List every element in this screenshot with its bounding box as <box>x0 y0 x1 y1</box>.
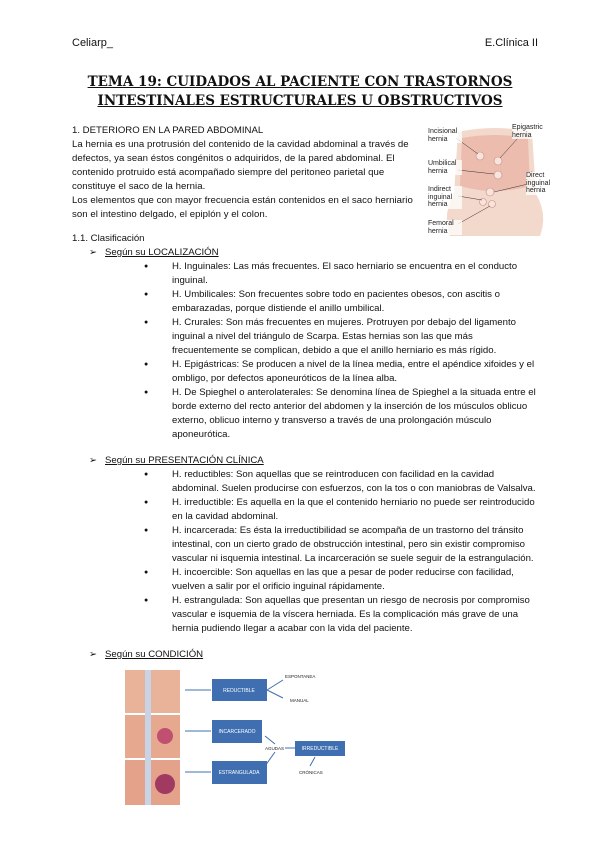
hernia-illustrations <box>125 670 180 805</box>
figure-label: Incisional hernia <box>428 128 462 143</box>
category-label: Según su CONDICIÓN <box>105 649 204 660</box>
diagram-label: AGUDAS <box>265 746 285 751</box>
section-heading: 1. DETERIORO EN LA PARED ABDOMINAL <box>72 125 264 136</box>
header-right: E.Clínica II <box>484 37 538 49</box>
hernia-condition-diagram <box>125 670 355 805</box>
list-item: ● H. De Spieghel o anterolaterales: Se denomina línea de Spieghel a la situada entre el borde externo del recto anterior del abdomen y la inserción de los músculos oblicuo externo, oblicuo interno y transverso a través de una prolongación músculo aponeurótica. <box>144 386 537 442</box>
diagram-box-label: REDUCTIBLE <box>223 688 255 694</box>
list-item: ● H. incoercible: Son aquellas en las que a pesar de poder reducirse con facilidad, vuelven a salir por el orificio inguinal rápidamente. <box>144 566 537 594</box>
list-item: ● H. irreductible: Es aquella en la que el contenido herniario no puede ser reintroducido en la cavidad abdominal. <box>144 496 537 524</box>
figure-label: Epigastric hernia <box>512 124 546 139</box>
category-condicion <box>89 648 537 662</box>
hernia-anatomy-figure <box>428 124 568 236</box>
list-item: ● H. incarcerada: Es ésta la irreductibilidad se acompaña de un trastorno del tránsito intestinal, con un cierto grado de obstrucción intestinal, pero sin existir compromiso vascular ni isquemia intestinal. La incarceración se suele seguir de la estrangulación. <box>144 524 537 566</box>
diagram-box-label: ESTRANGULADA <box>218 770 260 776</box>
page-title <box>60 73 540 111</box>
list-presentacion <box>144 468 537 636</box>
diagram-box-label: INCARCERADO <box>218 729 256 735</box>
category-label: Según su LOCALIZACIÓN <box>105 247 219 258</box>
category-label: Según su PRESENTACIÓN CLÍNICA <box>105 455 264 466</box>
figure-label: Direct inguinal hernia <box>526 172 566 195</box>
list-item: ● H. Umbilicales: Son frecuentes sobre todo en pacientes obesos, con ascitis o embarazadas, porque distiende el anillo umbilical. <box>144 288 537 316</box>
diagram-label: CRÓNICAS <box>299 770 323 775</box>
arrow-icon: ➢ <box>89 649 98 660</box>
header-left: Celiarp_ <box>72 37 113 49</box>
category-presentacion <box>89 454 537 468</box>
list-item: ● H. estrangulada: Son aquellas que presentan un riesgo de necrosis por compromiso vascular e isquemia de la víscera herniada. Es la complicación más grave de una hernia pudiendo llegar a acabar con la vida del paciente. <box>144 594 537 636</box>
diagram-label: ESPONTANEA <box>285 674 316 679</box>
title-line: TEMA 19: CUIDADOS AL PACIENTE CON TRASTORNOS <box>87 74 513 90</box>
title-line: INTESTINALES ESTRUCTURALES U OBSTRUCTIVOS <box>97 93 503 109</box>
figure-label: Femoral hernia <box>428 220 462 235</box>
figure-label: Umbilical hernia <box>428 160 462 175</box>
diagram-box-label: IRREDUCTIBLE <box>301 746 339 752</box>
list-localizacion <box>144 260 537 442</box>
list-item: ● H. reductibles: Son aquellas que se reintroducen con facilidad en la cavidad abdominal. Suelen producirse con esfuerzos, con la tos o con maniobras de Valsalva. <box>144 468 537 496</box>
list-item: ● H. Epigástricas: Se producen a nivel de la línea media, entre el apéndice xifoides y el ombligo, por defectos aponeuróticos de la línea alba. <box>144 358 537 386</box>
paragraph: Los elementos que con mayor frecuencia están contenidos en el saco herniario son el intestino delgado, el epiplón y el colon. <box>72 195 413 220</box>
category-localizacion <box>89 246 537 260</box>
list-item: ● H. Inguinales: Las más frecuentes. El saco herniario se encuentra en el conducto inguinal. <box>144 260 537 288</box>
arrow-icon: ➢ <box>89 455 98 466</box>
paragraph: La hernia es una protrusión del contenido de la cavidad abdominal a través de defectos, ya sean éstos congénitos o adquiridos, de la pared abdominal. El contenido protruido está acompañado siempre del peritoneo parietal que constituye el saco de la hernia. <box>72 139 409 192</box>
figure-label: Indirect inguinal hernia <box>428 186 462 209</box>
subsection-heading: 1.1. Clasificación <box>72 233 145 244</box>
arrow-icon: ➢ <box>89 247 98 258</box>
list-item: ● H. Crurales: Son más frecuentes en mujeres. Protruyen por debajo del ligamento inguinal a nivel del triángulo de Scarpa. Estas hernias son las que más frecuentemente se complican, debido a que el anillo herniario es más rígido. <box>144 316 537 358</box>
diagram-label: MANUAL <box>290 698 309 703</box>
